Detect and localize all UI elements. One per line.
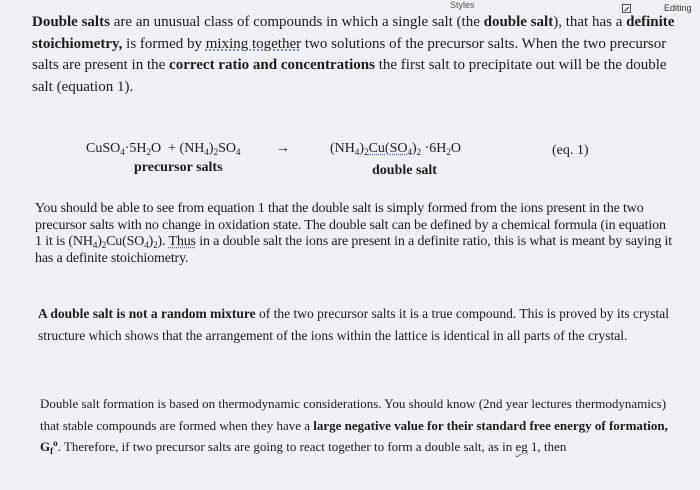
equation-reactants: $CuSO_4\cdot 5H_2O + (NH_4)_2SO_4$ bbox=[86, 141, 241, 157]
grammar-flag-mixing-together[interactable]: mixing together bbox=[205, 35, 302, 52]
intro-paragraph: Double salts are an unusual class of compounds in which a single salt (the double salt), that has a definite stoichiometry, is formed by mixing together two solutions of the precursor salts. When the two precursor salts are present in the correct ratio and concentrations the first salt to precipitate out will be the double salt (equation 1). bbox=[32, 14, 675, 95]
label-precursor-salts: precursor salts bbox=[134, 160, 223, 175]
compound-paragraph: A double salt is not a random mixture of the two precursor salts it is a true compound. This is proved by its crystal structure which shows that the arrangement of the ions within the lattice is identical in all parts of the crystal. bbox=[38, 306, 669, 343]
term-definite-stoichiometry: definite stoichiometry, bbox=[32, 14, 675, 52]
styles-label[interactable]: Styles bbox=[450, 0, 475, 10]
grammar-flag-thus[interactable]: Thus bbox=[168, 234, 196, 249]
term-correct-ratio: correct ratio and concentrations bbox=[169, 57, 375, 73]
term-not-random-mixture: A double salt is not a random mixture bbox=[38, 306, 256, 321]
term-double-salts: Double salts bbox=[32, 14, 110, 30]
editing-label[interactable]: Editing bbox=[664, 3, 692, 13]
explanation-paragraph: You should be able to see from equation 1 that the double salt is simply formed from the ions present in the two precursor salts with no change in oxidation state. The double salt can be defined by a chemical formula (in equation 1 it is $(NH_4)_2Cu(SO_4)_2$). Thus in a double salt the ions are present in a definite ratio, this is what is meant by saying it has a definite stoichiometry. bbox=[35, 201, 673, 266]
term-double-salt: double salt bbox=[483, 14, 554, 30]
label-double-salt: double salt bbox=[372, 163, 437, 178]
term-free-energy: large negative value for their standard free energy of formation, G bbox=[40, 417, 668, 454]
spelling-flag-eg[interactable]: eg bbox=[515, 439, 528, 454]
equation-number: (eq. 1) bbox=[552, 143, 589, 158]
equation-product: $(NH_4)_2Cu(SO_4)_2 \cdot 6H_2O$ bbox=[330, 141, 462, 157]
reaction-arrow-icon: → bbox=[276, 141, 290, 156]
thermodynamics-paragraph: Double salt formation is based on thermodynamic considerations. You should know (2nd year lectures thermodynamics) that stable compounds are formed when they have a large negative value for their standard free energy of formation, $G_f^o$. Therefore, if two precursor salts are going to react together to form a double salt, as in eg 1, then bbox=[40, 396, 668, 456]
